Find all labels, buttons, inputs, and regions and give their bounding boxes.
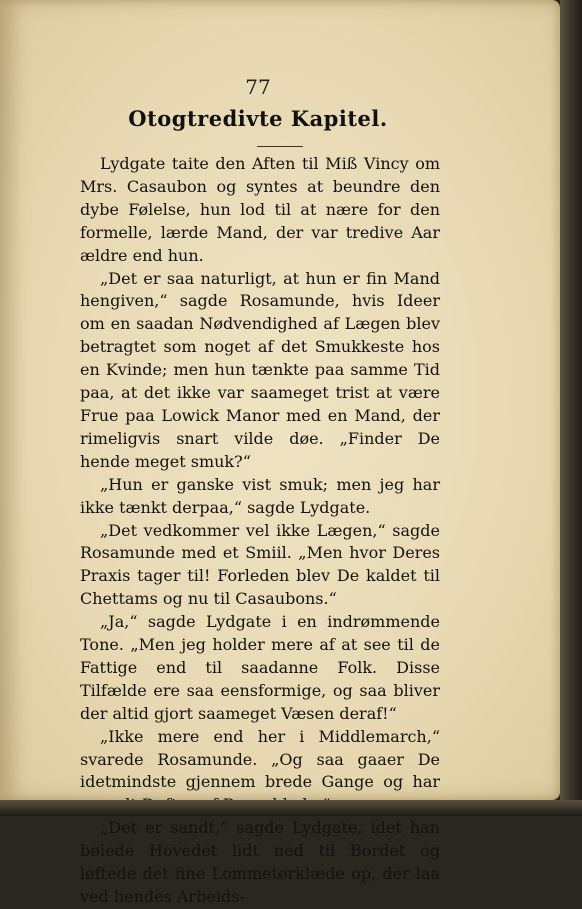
paragraph: „Det er sandt,“ sagde Lydgate, idet han bøiede Hovedet lidt ned til Bordet og løftede det fine Lommetørklæde op, der laa ved hendes Arbeids- bbox=[80, 818, 440, 906]
paragraph: „Det er saa naturligt, at hun er fin Mand hengiven,“ sagde Rosamunde, hvis Ideer om en saadan Nødvendighed af Lægen blev betragtet som noget af det Smukkeste hos en Kvinde; men hun tænkte paa samme Tid paa, at det ikke var saameget trist at være Frue paa Lowick Manor med en Mand, der rimeligvis snart vilde døe. „Finder De hende meget smuk?“ bbox=[80, 268, 440, 471]
chapter-title: Otogtredivte Kapitel. bbox=[128, 106, 388, 131]
paragraph: „Ikke mere end her i Middlemarch,“ svarede Rosamunde. „Og saa gaaer De idetmindste gjennem brede Gange og har bbox=[80, 726, 440, 792]
title-divider bbox=[257, 146, 303, 147]
paragraph: „Det vedkommer vel ikke Lægen,“ sagde Rosamunde med et Smiil. „Men hvor Deres Praxis tager til! Forleden blev De kaldet til Chettams og nu til Casaubons.“ bbox=[80, 520, 440, 609]
page-edge-right bbox=[560, 0, 582, 816]
paragraph: „Ja,“ sagde Lydgate i en indrømmende Tone. „Men jeg holder mere af at see til de Fattige end til saadanne Folk. Disse Tilfælde ere saa eensformige, og saa bliver der altid gjort saameget Væsen deraf!“ bbox=[80, 612, 440, 723]
body-text bbox=[80, 153, 440, 909]
paragraph: Lydgate taite den Aften til Miß Vincy om Mrs. Casaubon og syntes at beundre den dybe Følelse, hun lod til at nære for den formelle, lærde Mand, der var tredive Aar ældre end hun. bbox=[80, 154, 440, 265]
page-edge-bottom bbox=[0, 800, 582, 816]
page-number: 77 bbox=[245, 75, 271, 99]
paragraph: „Hun er ganske vist smuk; men jeg har ikke tænkt derpaa,“ sagde Lydgate. bbox=[80, 474, 440, 517]
